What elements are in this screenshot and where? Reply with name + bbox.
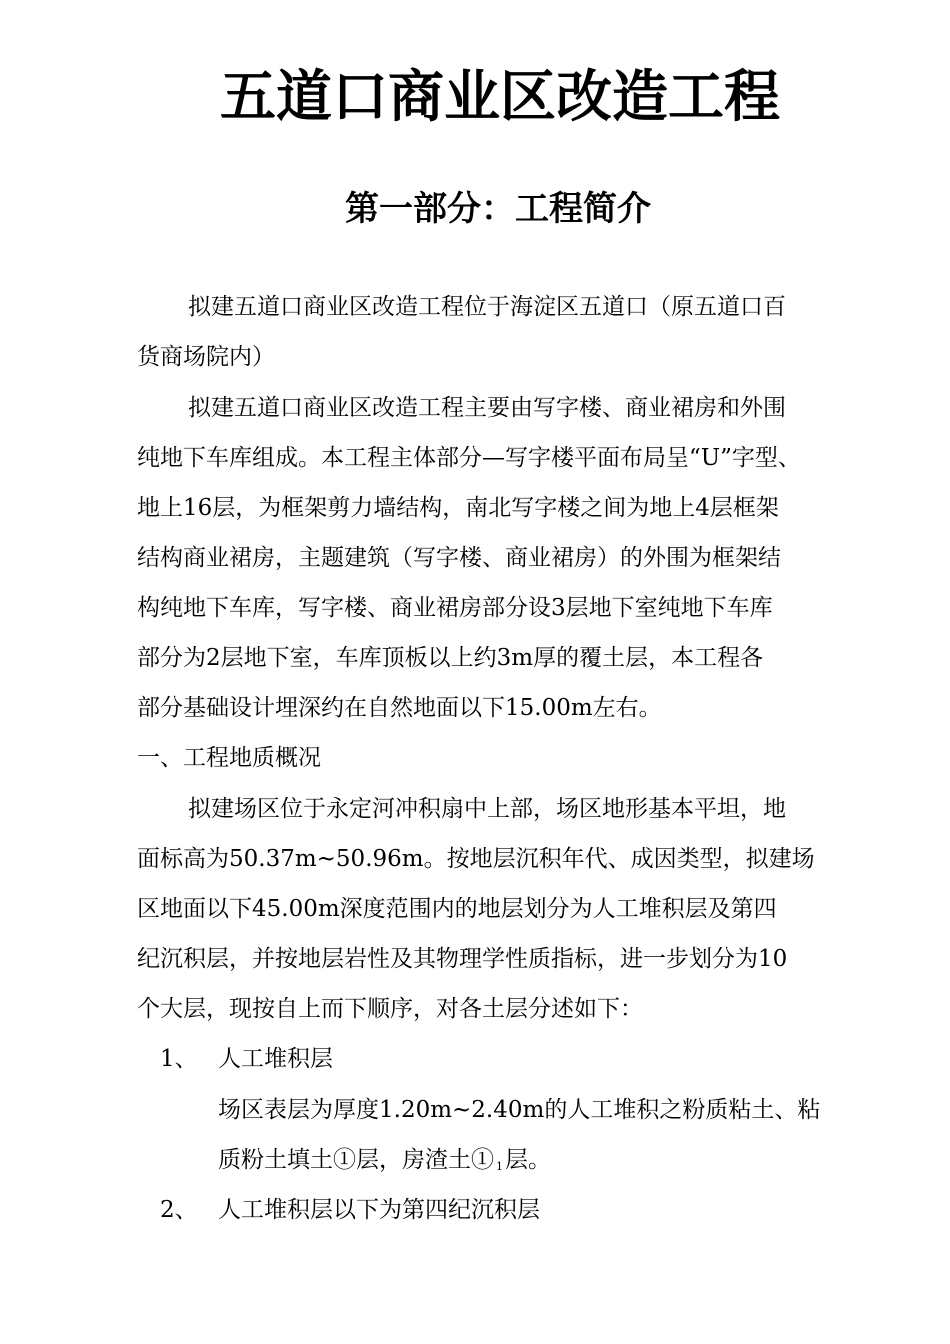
desc-text: 层。 (505, 1147, 551, 1173)
list-description (218, 1135, 551, 1192)
paragraph-line: 拟建五道口商业区改造工程位于海淀区五道口（原五道口百 (188, 294, 786, 320)
list-heading: 人工堆积层 (218, 1046, 333, 1072)
list-number: 1、 (160, 1046, 198, 1072)
paragraph-line: 结构商业裙房，主题建筑（写字楼、商业裙房）的外围为框架结 (137, 545, 781, 571)
paragraph-line: 地上16层，为框架剪力墙结构，南北写字楼之间为地上4层框架 (137, 495, 779, 521)
list-heading: 人工堆积层以下为第四纪沉积层 (218, 1197, 540, 1223)
paragraph-line: 个大层，现按自上而下顺序，对各土层分述如下： (137, 996, 643, 1022)
section-title: 第一部分：工程简介 (345, 189, 651, 229)
paragraph-line: 部分基础设计埋深约在自然地面以下15.00m左右。 (137, 695, 662, 721)
paragraph-line: 纪沉积层，并按地层岩性及其物理学性质指标，进一步划分为10 (137, 946, 788, 972)
paragraph-line: 拟建五道口商业区改造工程主要由写字楼、商业裙房和外围 (188, 395, 786, 421)
list-description: 场区表层为厚度1.20m~2.40m的人工堆积之粉质粘土、粘 (218, 1097, 821, 1123)
paragraph-line: 构纯地下车库，写字楼、商业裙房部分设3层地下室纯地下车库 (137, 595, 773, 621)
paragraph-line: 面标高为50.37m~50.96m。按地层沉积年代、成因类型，拟建场 (137, 846, 815, 872)
paragraph-line: 拟建场区位于永定河冲积扇中上部，场区地形基本平坦，地 (188, 796, 786, 822)
heading-geology: 一、工程地质概况 (137, 745, 321, 771)
paragraph-line: 部分为2层地下室，车库顶板以上约3m厚的覆土层，本工程各 (137, 645, 764, 671)
paragraph-line: 货商场院内） (137, 344, 275, 370)
paragraph-line: 区地面以下45.00m深度范围内的地层划分为人工堆积层及第四 (137, 896, 777, 922)
list-number: 2、 (160, 1197, 198, 1223)
document-title: 五道口商业区改造工程 (220, 65, 780, 130)
subscript: 1 (496, 1160, 503, 1173)
paragraph-line: 纯地下车库组成。本工程主体部分—写字楼平面布局呈“U”字型、 (137, 445, 801, 471)
desc-text: 质粉土填土①层，房渣土① (218, 1147, 494, 1173)
